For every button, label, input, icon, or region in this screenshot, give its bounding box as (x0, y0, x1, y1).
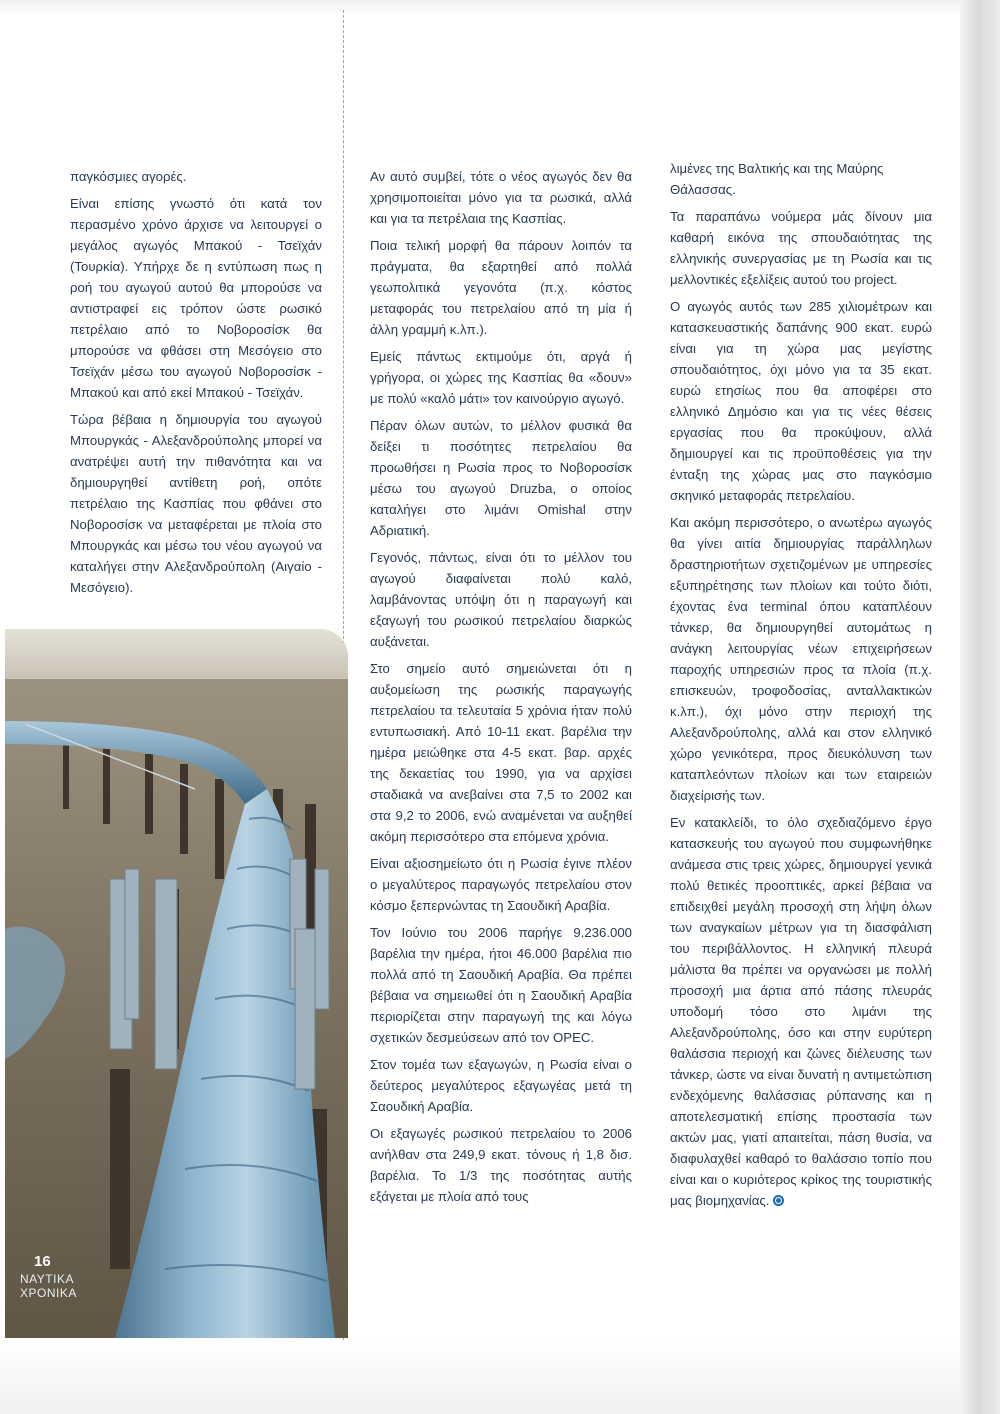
paragraph: Τα παραπάνω νούμερα μάς δίνουν μια καθαρή εικόνα της σπουδαιότητας της ελληνικής συνεργασίας με τη Ρωσία και τις μελλοντικές εξελίξεις αυτού του project. (670, 209, 932, 287)
paragraph: Τον Ιούνιο του 2006 παρήγε 9.236.000 βαρέλια την ημέρα, ήτοι 46.000 βαρέλια πιο πολλά από τη Σαουδική Αραβία. Θα πρέπει βέβαια να σημειωθεί ότι η Σαουδική Αραβία περιορίζεται στην παραγωγή της και λόγω σχετικών δεσμεύσεων από τον OPEC. (370, 925, 632, 1045)
article-column-middle (370, 166, 632, 1213)
paragraph: Ο αγωγός αυτός των 285 χιλιομέτρων και κατασκευαστικής δαπάνης 900 εκατ. ευρώ είναι για τη χώρα μας μεγίστης σπουδαιότητος, όχι μόνο για τα 35 εκατ. ευρώ ετησίως που θα αποφέρει στο ελληνικό Δημόσιο και για τις νέες θέσεις εργασίας που θα προκύψουν, αλλά δημιουργεί και τις προϋποθέσεις για την ένταξη της χώρας μας στο παγκόσμιο σκηνικό μεταφοράς πετρελαίου. (670, 299, 932, 503)
paragraph: Ποια τελική μορφή θα πάρουν λοιπόν τα πράγματα, θα εξαρτηθεί από πολλά γεωπολιτικά γεγονότα (π.χ. κόστος μεταφοράς του πετρελαίου από τη μία ή άλλη γραμμή κ.λπ.). (370, 238, 632, 337)
paragraph: Και ακόμη περισσότερο, ο ανωτέρω αγωγός θα γίνει αιτία δημιουργίας παράλληλων δραστηριοτήτων σχετιζομένων με υπηρεσίες εξυπηρέτησης των πλοίων και τούτο διότι, έχοντας ένα terminal όπου καταπλέουν τάνκερ, θα δημιουργηθεί αυτομάτως η ανάγκη λειτουργίας νέων επιχειρήσεων παροχής υπηρεσιών προς τα πλοία (π.χ. επισκευών, τροφοδοσίας, ανταλλακτικών κ.λπ.), όχι μόνο στην περιοχή της Αλεξανδρούπολης, αλλά και στον ελληνικό χώρο γενικότερα, προς διευκόλυνση των καταπλεόντων πλοίων και των εταιρειών διαχείρισής των. (670, 515, 932, 803)
page-number: 16 (34, 1253, 51, 1270)
paragraph: Πέραν όλων αυτών, το μέλλον φυσικά θα δείξει τι ποσότητες πετρελαίου θα προωθήσει η Ρωσία προς το Νοβοροσίσκ μέσω του αγωγού Druzba, ο οποίος καταλήγει στο λιμάνι Omishal στην Αδριατική. (370, 418, 632, 538)
scan-edge-top (0, 0, 960, 14)
paragraph-text: Εν κατακλείδι, το όλο σχεδιαζόμενο έργο κατασκευής του αγωγού που συμφωνήθηκε ανάμεσα στις τρεις χώρες, δημιουργεί γενικά πολύ θετικές προοπτικές, αρκεί βέβαια να επιδειχθεί μεγάλη προσοχή στη λήψη όλων των αναγκαίων μέτρων για τη διασφάλιση του περιβάλλοντος. Η ελληνική πλευρά μάλιστα θα πρέπει να οργανώσει με πολλή προσοχή μια άρτια από πάσης πλευράς υποδομή τόσο στο λιμάνι της Αλεξανδρούπολης, όσο και στην ευρύτερη θαλάσσια περιοχή και ζώνες διέλευσης των τάνκερ, ώστε να είναι δυνατή η αντιμετώπιση ενδεχόμενης θαλάσσιας ρύπανσης και η αποτελεσματική επίσης προστασία των ακτών μας, γιατί απαιτείται, πάση θυσία, να διαφυλαχθεί καθαρό το θαλάσσιο τοπίο που είναι και ο κυριότερος κρίκος της τουριστικής μας βιομηχανίας. (670, 815, 932, 1208)
paragraph: Στο σημείο αυτό σημειώνεται ότι η αυξομείωση της ρωσικής παραγωγής πετρελαίου τα τελευταία 5 χρόνια ήταν πολύ εντυπωσιακή. Από 10-11 εκατ. βαρέλια την ημέρα μειώθηκε στα 4-5 εκατ. βαρ. αρχές της δεκαετίας του 1990, για να αρχίσει σταδιακά να ανεβαίνει στα 7,5 το 2002 και στα 9,2 το 2006, ενώ αναμένεται να αυξηθεί ακόμη περισσότερο στα επόμενα χρόνια. (370, 661, 632, 844)
scan-edge-right (960, 0, 1000, 1414)
paragraph: Είναι επίσης γνωστό ότι κατά τον περασμένο χρόνο άρχισε να λειτουργεί ο μεγάλος αγωγός Μπακού - Τσεϊχάν (Τουρκία). Υπήρχε δε η εντύπωση πως η ροή του αγωγού αυτού θα μπορούσε να αντιστραφεί εις τρόπον ώστε ρωσικό πετρέλαιο από το Νοβοροσίσκ θα μπορούσε να φθάσει στη Μεσόγειο στο Τσεϊχάν μέσω του αγωγού Νοβοροσίσκ - Μπακού και από εκεί Μπακού - Τσεϊχάν. (70, 196, 322, 400)
article-column-left (70, 166, 322, 604)
paragraph: Εμείς πάντως εκτιμούμε ότι, αργά ή γρήγορα, οι χώρες της Κασπίας θα «δουν» με πολύ «καλό μάτι» τον καινούργιο αγωγό. (370, 349, 632, 406)
magazine-name (20, 1272, 80, 1300)
article-column-right (670, 158, 932, 1217)
pipeline-photo (5, 629, 348, 1338)
paragraph: Στον τομέα των εξαγωγών, η Ρωσία είναι ο δεύτερος μεγαλύτερος εξαγωγέας μετά τη Σαουδική Αραβία. (370, 1057, 632, 1114)
magazine-name-line2: ΧΡΟΝΙΚΑ (20, 1286, 77, 1300)
paragraph: Οι εξαγωγές ρωσικού πετρελαίου το 2006 ανήλθαν στα 249,9 εκατ. τόνους ή 1,8 δισ. βαρέλια. Το 1/3 της ποσότητας αυτής εξάγεται με πλοία από τους (370, 1126, 632, 1204)
paragraph-last (670, 812, 932, 1211)
end-of-article-circle-icon (773, 1195, 784, 1206)
paragraph: Αν αυτό συμβεί, τότε ο νέος αγωγός δεν θα χρησιμοποιείται μόνο για τα ρωσικά, αλλά και για τα πετρέλαια της Κασπίας. (370, 169, 632, 226)
page-bottom-shadow (0, 1340, 960, 1414)
paragraph: λιμένες της Βαλτικής και της Μαύρης Θάλασσας. (670, 161, 884, 197)
paragraph: Γεγονός, πάντως, είναι ότι το μέλλον του αγωγού διαφαίνεται πολύ καλό, λαμβάνοντας υπόψη ότι η παραγωγή και εξαγωγή του ρωσικού πετρελαίου διαρκώς αυξάνεται. (370, 550, 632, 649)
paragraph: Τώρα βέβαια η δημιουργία του αγωγού Μπουργκάς - Αλεξανδρούπολης μπορεί να ανατρέψει αυτή την πιθανότητα και να δημιουργηθεί αντίθετη ροή, οπότε πετρέλαιο της Κασπίας που φθάνει στο Νοβοροσίσκ να μεταφέρεται με πλοία στο Μπουργκάς και μέσω του νέου αγωγού να καταλήγει στην Αλεξανδρούπολη (Αιγαίο - Μεσόγειο). (70, 412, 322, 595)
paragraph: Είναι αξιοσημείωτο ότι η Ρωσία έγινε πλέον ο μεγαλύτερος παραγωγός πετρελαίου στον κόσμο ξεπερνώντας τη Σαουδική Αραβία. (370, 856, 632, 913)
magazine-name-line1: ΝΑΥΤΙΚΑ (20, 1272, 74, 1286)
paragraph: παγκόσμιες αγορές. (70, 169, 187, 184)
